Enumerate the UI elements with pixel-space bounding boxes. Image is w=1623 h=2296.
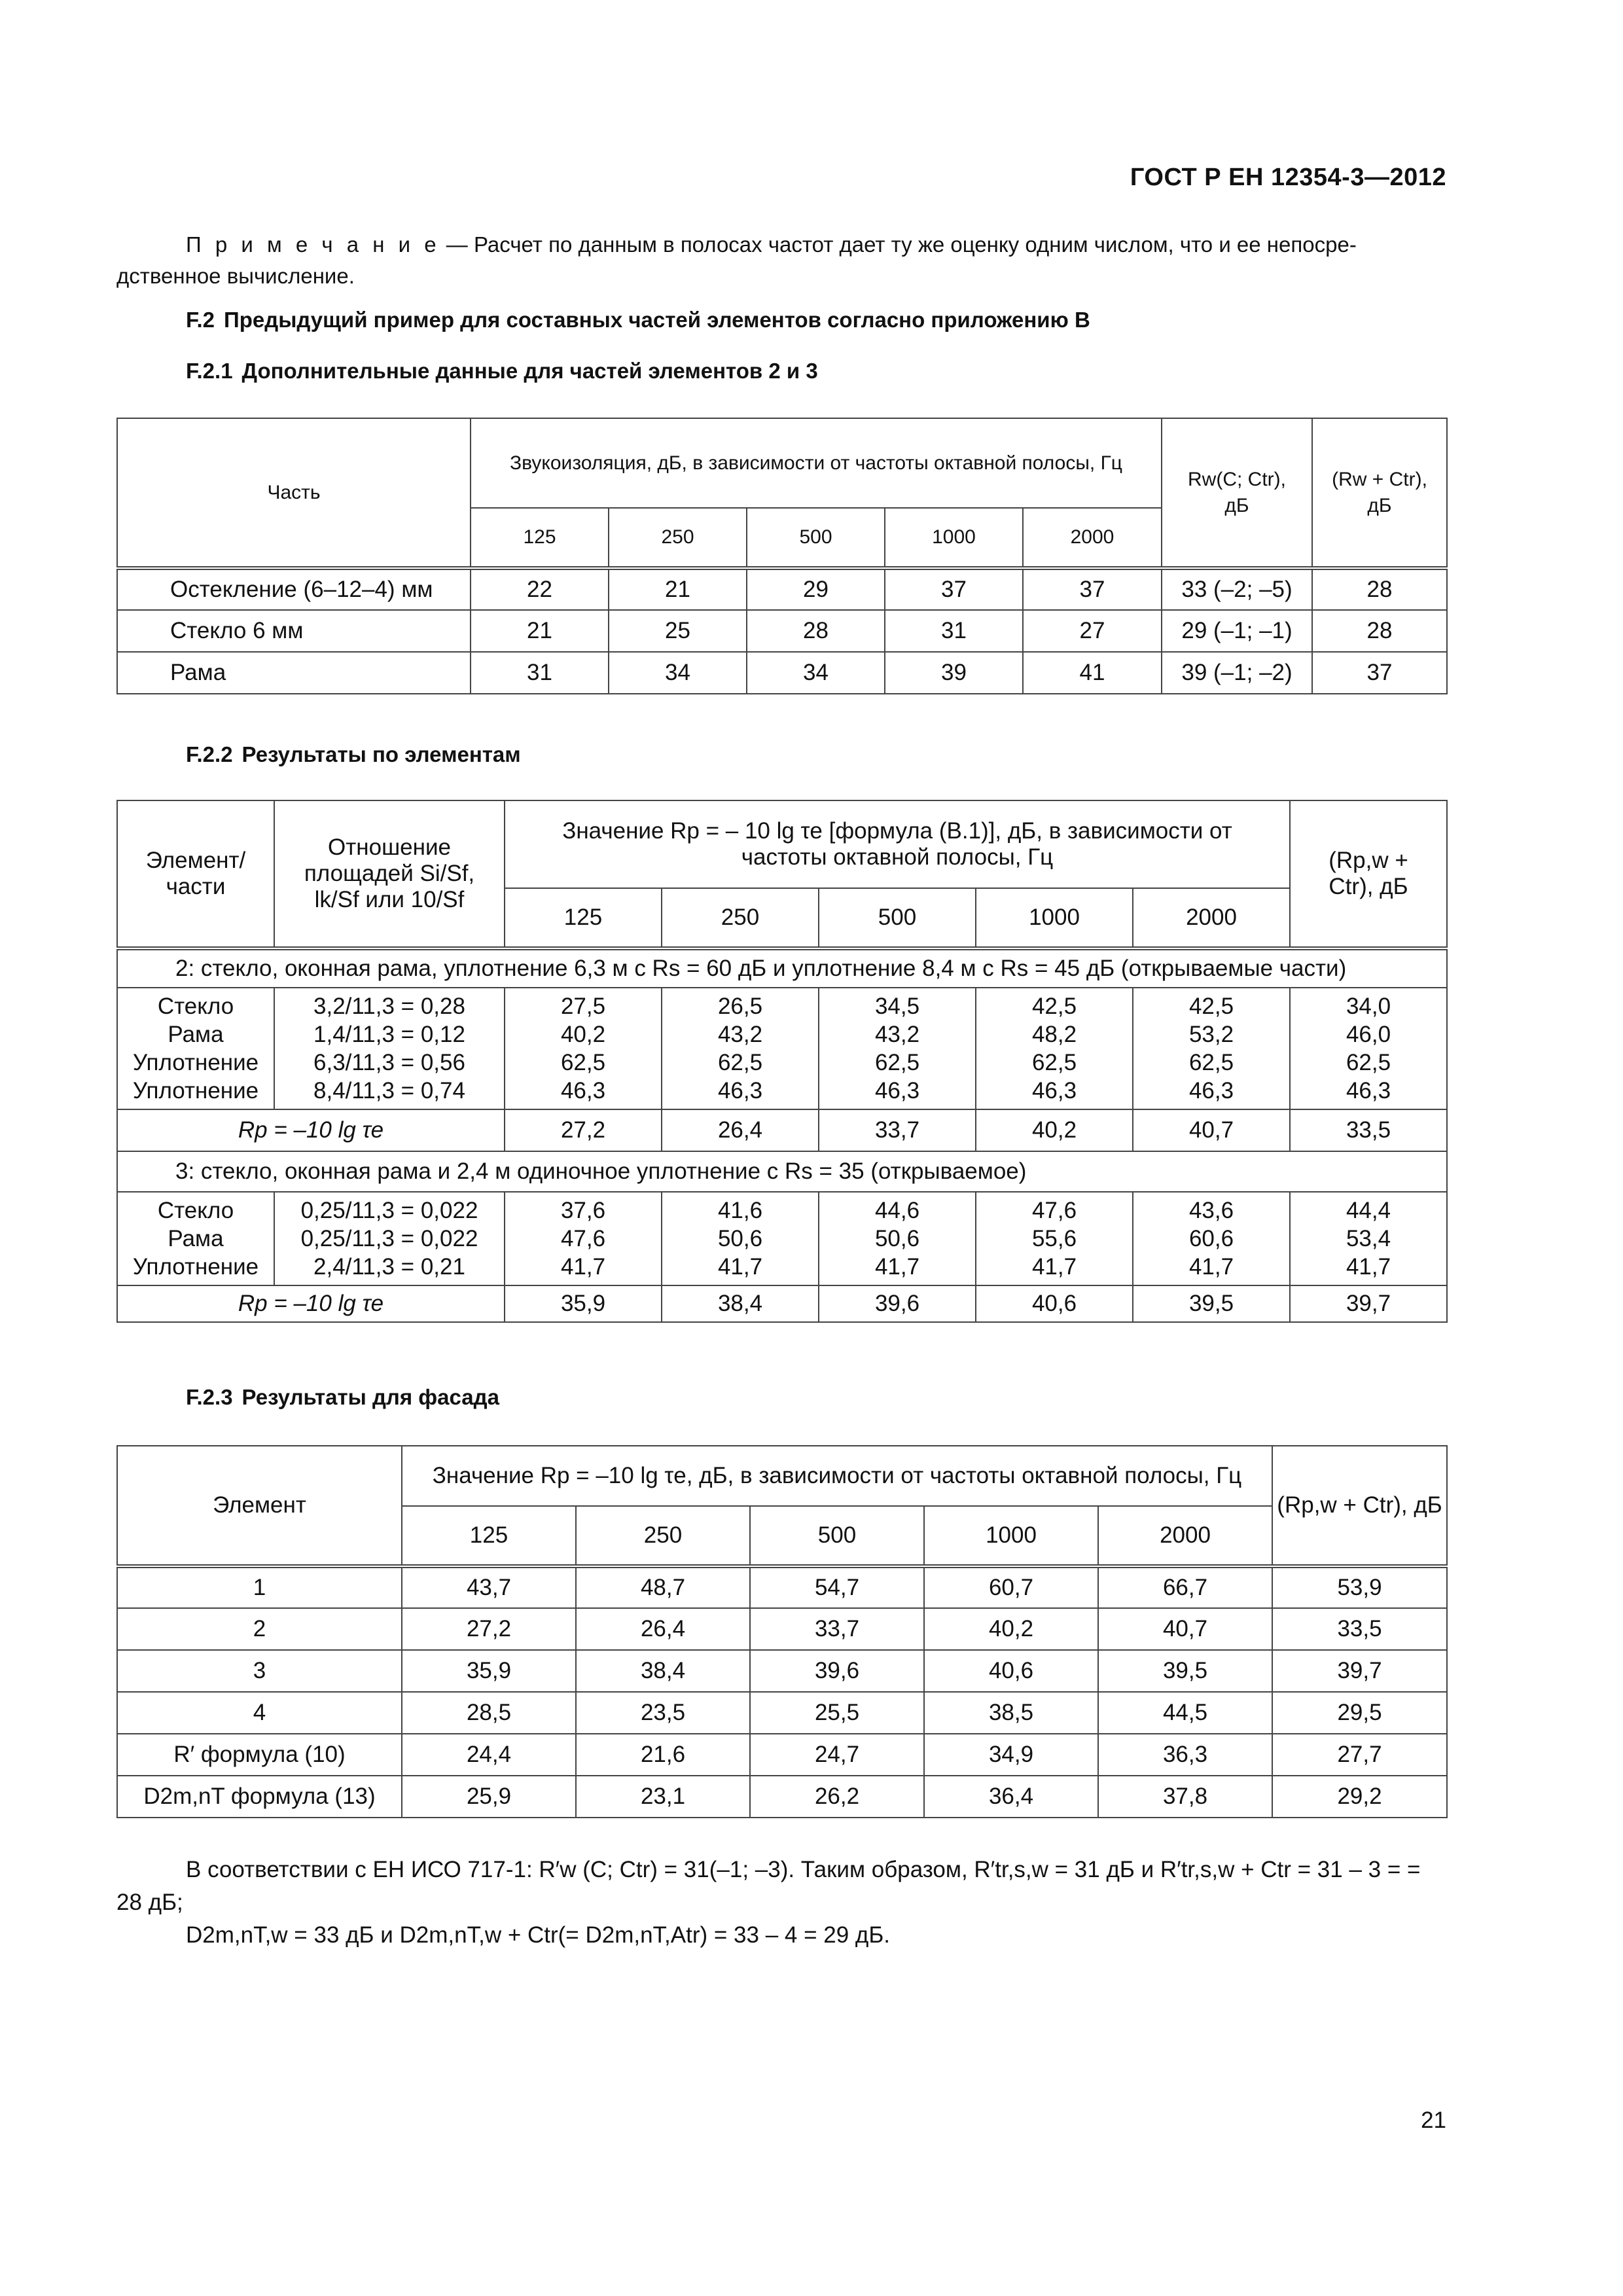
group-3-rows: Стекло Рама Уплотнение 0,25/11,3 = 0,022 0,25/11,3 = 0,022 2,4/11,3 = 0,21 37,6 47,6 41,7 41,6 50,6 41,7 44,6 50,6 41,7 47,6 55,6 41,7 43,6 60,6 41,7 44,4 53,4 41,7 xyxy=(117,1192,1447,1285)
note-text: — Расчет по данным в полосах частот дает ту же оценку одним числом, что и ее непосре-дственное вычисление. xyxy=(116,232,1357,288)
table-row: D2m,nT формула (13) 25,9 23,1 26,2 36,4 37,8 29,2 xyxy=(117,1776,1447,1818)
group-3-rp-row: Rp = –10 lg τe 35,9 38,4 39,6 40,6 39,5 39,7 xyxy=(117,1285,1447,1322)
group-2-title: 2: стекло, оконная рама, уплотнение 6,3 м с Rs = 60 дБ и уплотнение 8,4 м с Rs = 45 дБ (открываемые части) xyxy=(117,948,1447,988)
freq-2000: 2000 xyxy=(1098,1506,1272,1566)
table-row: 4 28,5 23,5 25,5 38,5 44,5 29,5 xyxy=(117,1692,1447,1734)
freq-125: 125 xyxy=(505,888,662,948)
group-2-names: Стекло Рама Уплотнение Уплотнение xyxy=(117,988,274,1109)
section-f21-heading: F.2.1 Дополнительные данные для частей элементов 2 и 3 xyxy=(186,359,818,383)
section-f22-heading: F.2.2 Результаты по элементам xyxy=(186,742,521,766)
table-f21 xyxy=(116,418,1448,694)
header-element: Элемент xyxy=(117,1446,402,1566)
freq-500: 500 xyxy=(819,888,976,948)
freq-2000: 2000 xyxy=(1133,888,1290,948)
table-row: 3 35,9 38,4 39,6 40,6 39,5 39,7 xyxy=(117,1650,1447,1692)
freq-250: 250 xyxy=(662,888,819,948)
page-number: 21 xyxy=(1421,2108,1446,2133)
conclusion-line-1: В соответствии с ЕН ИСО 717-1: R′w (C; Ctr) = 31(–1; –3). Таким образом, R′tr,s,w = 31 дБ и R′tr,s,w + Ctr = 31 – 3 = = 28 дБ; xyxy=(116,1857,1421,1915)
conclusion-paragraph xyxy=(116,1854,1446,1952)
table-row: Стекло 6 мм 21 25 28 31 27 29 (–1; –1) 28 xyxy=(117,610,1447,652)
header-rp-value: Значение Rp = –10 lg τe, дБ, в зависимости от частоты октавной полосы, Гц xyxy=(402,1446,1272,1506)
freq-500: 500 xyxy=(750,1506,924,1566)
note-paragraph xyxy=(116,229,1446,292)
note-label: П р и м е ч а н и е xyxy=(186,232,440,257)
group-2-rp-row: Rp = –10 lg τe 27,2 26,4 33,7 40,2 40,7 33,5 xyxy=(117,1109,1447,1151)
group-3-title: 3: стекло, оконная рама и 2,4 м одиночное уплотнение с Rs = 35 (открываемое) xyxy=(117,1151,1447,1192)
freq-500: 500 xyxy=(747,508,885,568)
group-3-names: Стекло Рама Уплотнение xyxy=(117,1192,274,1285)
header-rpw-ctr: (Rp,w + Ctr), дБ xyxy=(1290,800,1447,948)
freq-125: 125 xyxy=(471,508,609,568)
header-element: Элемент/ части xyxy=(117,800,274,948)
freq-250: 250 xyxy=(609,508,747,568)
table-row: 2 27,2 26,4 33,7 40,2 40,7 33,5 xyxy=(117,1608,1447,1650)
freq-2000: 2000 xyxy=(1023,508,1162,568)
freq-250: 250 xyxy=(576,1506,750,1566)
table-row: 1 43,7 48,7 54,7 60,7 66,7 53,9 xyxy=(117,1566,1447,1608)
header-rw-ctr: (Rw + Ctr), дБ xyxy=(1312,418,1447,568)
header-part: Часть xyxy=(117,418,471,568)
group-3-ratios: 0,25/11,3 = 0,022 0,25/11,3 = 0,022 2,4/11,3 = 0,21 xyxy=(274,1192,505,1285)
group-2-ratios: 3,2/11,3 = 0,28 1,4/11,3 = 0,12 6,3/11,3 = 0,56 8,4/11,3 = 0,74 xyxy=(274,988,505,1109)
header-rpw-ctr: (Rp,w + Ctr), дБ xyxy=(1272,1446,1447,1566)
freq-125: 125 xyxy=(402,1506,576,1566)
section-f2-heading: F.2 Предыдущий пример для составных частей элементов согласно приложению В xyxy=(186,308,1090,332)
header-rp-value: Значение Rp = – 10 lg τe [формула (В.1)], дБ, в зависимости от частоты октавной полосы, Гц xyxy=(505,800,1290,888)
table-row: Рама 31 34 34 39 41 39 (–1; –2) 37 xyxy=(117,652,1447,694)
freq-1000: 1000 xyxy=(924,1506,1098,1566)
header-rw: Rw(C; Ctr), дБ xyxy=(1162,418,1312,568)
header-area-ratio: Отношение площадей Si/Sf, lk/Sf или 10/Sf xyxy=(274,800,505,948)
conclusion-line-2: D2m,nT,w = 33 дБ и D2m,nT,w + Ctr(= D2m,nT,Atr) = 33 – 4 = 29 дБ. xyxy=(186,1922,891,1948)
table-row: Остекление (6–12–4) мм 22 21 29 37 37 33 (–2; –5) 28 xyxy=(117,568,1447,610)
header-insulation: Звукоизоляция, дБ, в зависимости от частоты октавной полосы, Гц xyxy=(471,418,1162,508)
table-row: R′ формула (10) 24,4 21,6 24,7 34,9 36,3 27,7 xyxy=(117,1734,1447,1776)
freq-1000: 1000 xyxy=(976,888,1133,948)
standard-code: ГОСТ Р ЕН 12354-3—2012 xyxy=(1130,164,1446,191)
table-f23 xyxy=(116,1445,1448,1818)
table-f22 xyxy=(116,800,1448,1323)
freq-1000: 1000 xyxy=(885,508,1023,568)
group-2-rows: Стекло Рама Уплотнение Уплотнение 3,2/11,3 = 0,28 1,4/11,3 = 0,12 6,3/11,3 = 0,56 8,4/11,3 = 0,74 27,5 40,2 62,5 46,3 26,5 43,2 62,5 46,3 34,5 43,2 62,5 46,3 42,5 48,2 62,5 46,3 42,5 53,2 62,5 46,3 34,0 46,0 62,5 46,3 xyxy=(117,988,1447,1109)
section-f23-heading: F.2.3 Результаты для фасада xyxy=(186,1385,499,1409)
